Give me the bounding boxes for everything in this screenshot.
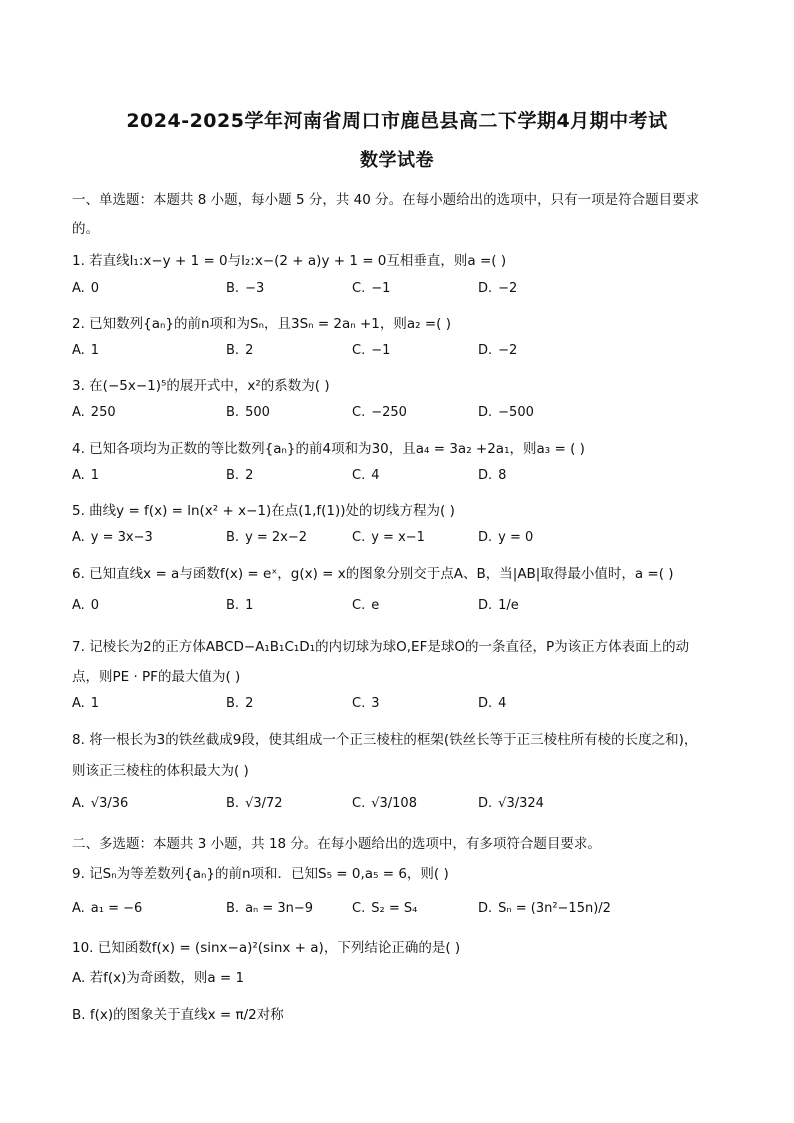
option-b[interactable]: B. 2 bbox=[226, 343, 254, 358]
question-7-stem: 7. 记棱长为2的正方体ABCD−A₁B₁C₁D₁的内切球为球O,EF是球O的一条直径，P为该正方体表面上的动 bbox=[72, 639, 690, 655]
option-b[interactable]: B. 2 bbox=[226, 468, 254, 483]
question-10-stem: 10. 已知函数f(x) = (sinx−a)²(sinx + a)，下列结论正确的是( ) bbox=[72, 940, 461, 956]
question-7-stem-2: 点，则PE · PF的最大值为( ) bbox=[72, 669, 241, 685]
section-single-desc-2: 的。 bbox=[72, 221, 99, 237]
section-multi-desc: 二、多选题：本题共 3 小题，共 18 分。在每小题给出的选项中，有多项符合题目要求。 bbox=[72, 836, 601, 852]
option-a[interactable]: A. 250 bbox=[72, 405, 116, 420]
option-b[interactable]: B. 1 bbox=[226, 598, 254, 613]
question-5-stem: 5. 曲线y = f(x) = ln(x² + x−1)在点(1,f(1))处的切线方程为( ) bbox=[72, 503, 455, 519]
option-a[interactable]: A. a₁ = −6 bbox=[72, 901, 143, 916]
option-b[interactable]: B. −3 bbox=[226, 281, 265, 296]
option-a[interactable]: A. 1 bbox=[72, 696, 100, 711]
option-a[interactable]: A. 1 bbox=[72, 468, 100, 483]
option-d[interactable]: D. −500 bbox=[478, 405, 534, 420]
question-4-options bbox=[72, 468, 722, 488]
option-a[interactable]: A. y = 3x−3 bbox=[72, 530, 153, 545]
option-a[interactable]: A. 0 bbox=[72, 598, 100, 613]
option-a[interactable]: A. 1 bbox=[72, 343, 100, 358]
question-6-options bbox=[72, 598, 722, 618]
question-5-options bbox=[72, 530, 722, 550]
option-b[interactable]: B. 2 bbox=[226, 696, 254, 711]
question-2-stem: 2. 已知数列{aₙ}的前n项和为Sₙ，且3Sₙ = 2aₙ +1，则a₂ =( ) bbox=[72, 316, 451, 332]
option-c[interactable]: C. y = x−1 bbox=[352, 530, 425, 545]
option-c[interactable]: C. −250 bbox=[352, 405, 407, 420]
option-d[interactable]: D. 4 bbox=[478, 696, 507, 711]
question-10-option-b[interactable]: B. f(x)的图象关于直线x = π/2对称 bbox=[72, 1007, 284, 1023]
option-c[interactable]: C. e bbox=[352, 598, 380, 613]
option-b[interactable]: B. 500 bbox=[226, 405, 270, 420]
question-1-stem: 1. 若直线l₁:x−y + 1 = 0与l₂:x−(2 + a)y + 1 = 0互相垂直，则a =( ) bbox=[72, 253, 507, 269]
option-d[interactable]: D. −2 bbox=[478, 343, 518, 358]
question-8-options bbox=[72, 796, 722, 816]
option-c[interactable]: C. −1 bbox=[352, 281, 391, 296]
question-4-stem: 4. 已知各项均为正数的等比数列{aₙ}的前4项和为30，且a₄ = 3a₂ +2a₁，则a₃ = ( ) bbox=[72, 441, 585, 457]
option-c[interactable]: C. 3 bbox=[352, 696, 380, 711]
question-9-options bbox=[72, 901, 722, 921]
option-c[interactable]: C. √3/108 bbox=[352, 796, 417, 811]
option-d[interactable]: D. y = 0 bbox=[478, 530, 534, 545]
question-1-options bbox=[72, 281, 722, 301]
question-8-stem-2: 则该正三棱柱的体积最大为( ) bbox=[72, 763, 249, 779]
question-3-options bbox=[72, 405, 722, 425]
question-6-stem: 6. 已知直线x = a与函数f(x) = eˣ，g(x) = x的图象分别交于点A、B，当|AB|取得最小值时，a =( ) bbox=[72, 566, 674, 582]
exam-title: 2024-2025学年河南省周口市鹿邑县高二下学期4月期中考试 bbox=[126, 110, 668, 132]
question-7-options bbox=[72, 696, 722, 716]
option-b[interactable]: B. √3/72 bbox=[226, 796, 283, 811]
exam-subtitle: 数学试卷 bbox=[360, 150, 434, 171]
option-b[interactable]: B. aₙ = 3n−9 bbox=[226, 901, 314, 916]
question-9-stem: 9. 记Sₙ为等差数列{aₙ}的前n项和．已知S₅ = 0,a₅ = 6，则( ) bbox=[72, 866, 449, 882]
question-3-stem: 3. 在(−5x−1)⁵的展开式中，x²的系数为( ) bbox=[72, 378, 330, 394]
option-c[interactable]: C. −1 bbox=[352, 343, 391, 358]
option-c[interactable]: C. 4 bbox=[352, 468, 380, 483]
question-8-stem: 8. 将一根长为3的铁丝截成9段，使其组成一个正三棱柱的框架(铁丝长等于正三棱柱所有棱的长度之和)， bbox=[72, 732, 698, 748]
option-c[interactable]: C. S₂ = S₄ bbox=[352, 901, 418, 916]
option-a[interactable]: A. 0 bbox=[72, 281, 100, 296]
option-d[interactable]: D. 8 bbox=[478, 468, 507, 483]
option-b[interactable]: B. y = 2x−2 bbox=[226, 530, 308, 545]
section-single-desc-1: 一、单选题：本题共 8 小题，每小题 5 分，共 40 分。在每小题给出的选项中，只有一项是符合题目要求 bbox=[72, 192, 700, 208]
option-d[interactable]: D. 1/e bbox=[478, 598, 519, 613]
option-a[interactable]: A. √3/36 bbox=[72, 796, 129, 811]
question-10-option-a[interactable]: A. 若f(x)为奇函数，则a = 1 bbox=[72, 970, 245, 986]
option-d[interactable]: D. Sₙ = (3n²−15n)/2 bbox=[478, 901, 611, 916]
option-d[interactable]: D. √3/324 bbox=[478, 796, 544, 811]
question-2-options bbox=[72, 343, 722, 363]
option-d[interactable]: D. −2 bbox=[478, 281, 518, 296]
